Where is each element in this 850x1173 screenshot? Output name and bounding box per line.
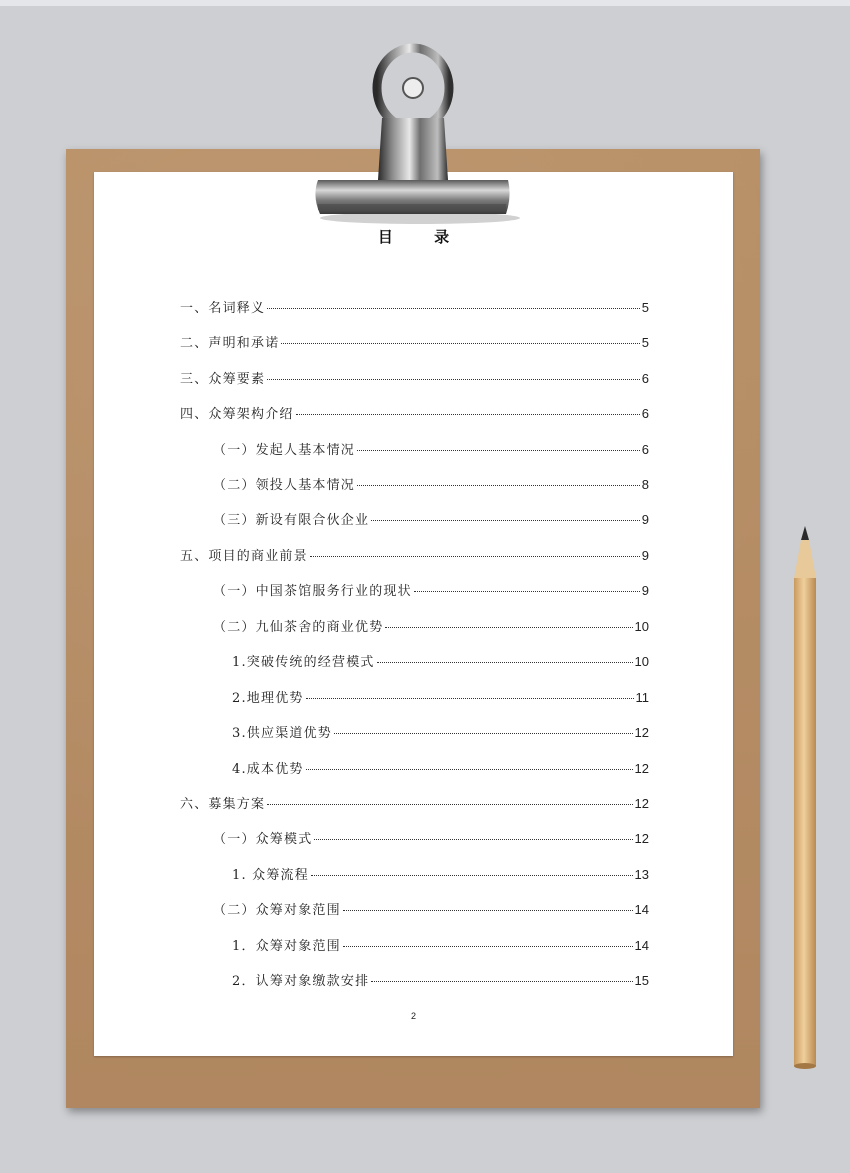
toc-entry[interactable]	[213, 509, 649, 529]
toc-leader-dots	[267, 379, 640, 380]
toc-entry-page: 14	[634, 938, 649, 953]
toc-leader-dots	[377, 662, 633, 663]
toc-entry-label: （二）众筹对象范围	[213, 903, 341, 918]
toc-entry-page: 9	[641, 512, 649, 527]
toc-entry-page: 6	[641, 371, 649, 386]
toc-leader-dots	[306, 698, 634, 699]
toc-entry-label: 一、名词释义	[180, 301, 266, 316]
toc-entry-label: 1.突破传统的经营模式	[232, 655, 375, 670]
toc-entry-label: 三、众筹要素	[180, 372, 266, 387]
toc-leader-dots	[306, 769, 633, 770]
page-number: 2	[410, 1011, 416, 1021]
toc-entry-page: 11	[635, 690, 649, 705]
toc-leader-dots	[357, 485, 640, 486]
toc-entry[interactable]	[180, 297, 649, 317]
toc-leader-dots	[385, 627, 632, 628]
toc-entry-page: 9	[641, 583, 649, 598]
toc-entry-page: 12	[634, 831, 649, 846]
toc-entry-label: 四、众筹架构介绍	[180, 407, 294, 422]
toc-leader-dots	[310, 556, 640, 557]
toc-entry-page: 6	[641, 442, 649, 457]
toc-entry-label: 五、项目的商业前景	[180, 549, 308, 564]
toc-leader-dots	[267, 308, 640, 309]
toc-entry-page: 13	[634, 867, 649, 882]
toc-entry[interactable]	[180, 545, 649, 565]
toc-entry[interactable]	[213, 580, 649, 600]
toc-leader-dots	[371, 520, 640, 521]
toc-entry-label: 4.成本优势	[232, 762, 304, 777]
toc-entry[interactable]	[180, 368, 649, 388]
toc-entry[interactable]	[232, 687, 649, 707]
toc-entry[interactable]	[213, 439, 649, 459]
toc-entry-label: 六、募集方案	[180, 797, 266, 812]
toc-entry[interactable]	[232, 651, 649, 671]
toc-leader-dots	[296, 414, 640, 415]
toc-entry-label: （二）九仙茶舍的商业优势	[213, 620, 384, 635]
toc-entry-page: 5	[641, 335, 649, 350]
toc-entry[interactable]	[232, 970, 649, 990]
toc-leader-dots	[357, 450, 640, 451]
toc-entry-label: （三）新设有限合伙企业	[213, 513, 370, 528]
toc-entry[interactable]	[213, 828, 649, 848]
toc-entry-label: 1. 众筹流程	[232, 868, 309, 883]
toc-leader-dots	[371, 981, 632, 982]
toc-entry[interactable]	[213, 616, 649, 636]
toc-entry-page: 12	[634, 725, 649, 740]
toc-entry-page: 14	[634, 902, 649, 917]
toc-leader-dots	[281, 343, 639, 344]
toc-entry[interactable]	[180, 332, 649, 352]
toc-entry-page: 10	[634, 619, 649, 634]
toc-leader-dots	[343, 910, 633, 911]
toc-leader-dots	[314, 839, 632, 840]
document-title: 目 录	[377, 228, 468, 246]
toc-leader-dots	[343, 946, 633, 947]
toc-leader-dots	[414, 591, 640, 592]
toc-entry[interactable]	[232, 758, 649, 778]
toc-entry-page: 9	[641, 548, 649, 563]
toc-entry[interactable]	[180, 403, 649, 423]
toc-entry-page: 12	[634, 796, 649, 811]
toc-entry[interactable]	[232, 935, 649, 955]
toc-entry[interactable]	[180, 793, 649, 813]
toc-entry-label: 二、声明和承诺	[180, 336, 280, 351]
toc-entry-label: 3.供应渠道优势	[232, 726, 333, 741]
toc-entry-label: 2．认筹对象缴款安排	[232, 974, 370, 989]
toc-entry-label: （一）发起人基本情况	[213, 443, 356, 458]
toc-entry-label: （二）领投人基本情况	[213, 478, 356, 493]
toc-entry-page: 12	[634, 761, 649, 776]
toc-entry-label: （一）众筹模式	[213, 832, 313, 847]
toc-entry[interactable]	[213, 899, 649, 919]
toc-leader-dots	[334, 733, 633, 734]
toc-entry-label: 2.地理优势	[232, 691, 304, 706]
pencil-icon	[790, 526, 820, 1071]
toc-entry-page: 10	[634, 654, 649, 669]
toc-entry[interactable]	[232, 722, 649, 742]
toc-entry-label: 1．众筹对象范围	[232, 939, 341, 954]
toc-entry-page: 6	[641, 406, 649, 421]
toc-entry-page: 15	[634, 973, 649, 988]
toc-entry-label: （一）中国茶馆服务行业的现状	[213, 584, 412, 599]
toc-leader-dots	[311, 875, 633, 876]
toc-entry[interactable]	[213, 474, 649, 494]
toc-entry[interactable]	[232, 864, 649, 884]
toc-leader-dots	[267, 804, 632, 805]
toc-entry-page: 5	[641, 300, 649, 315]
toc-entry-page: 8	[641, 477, 649, 492]
